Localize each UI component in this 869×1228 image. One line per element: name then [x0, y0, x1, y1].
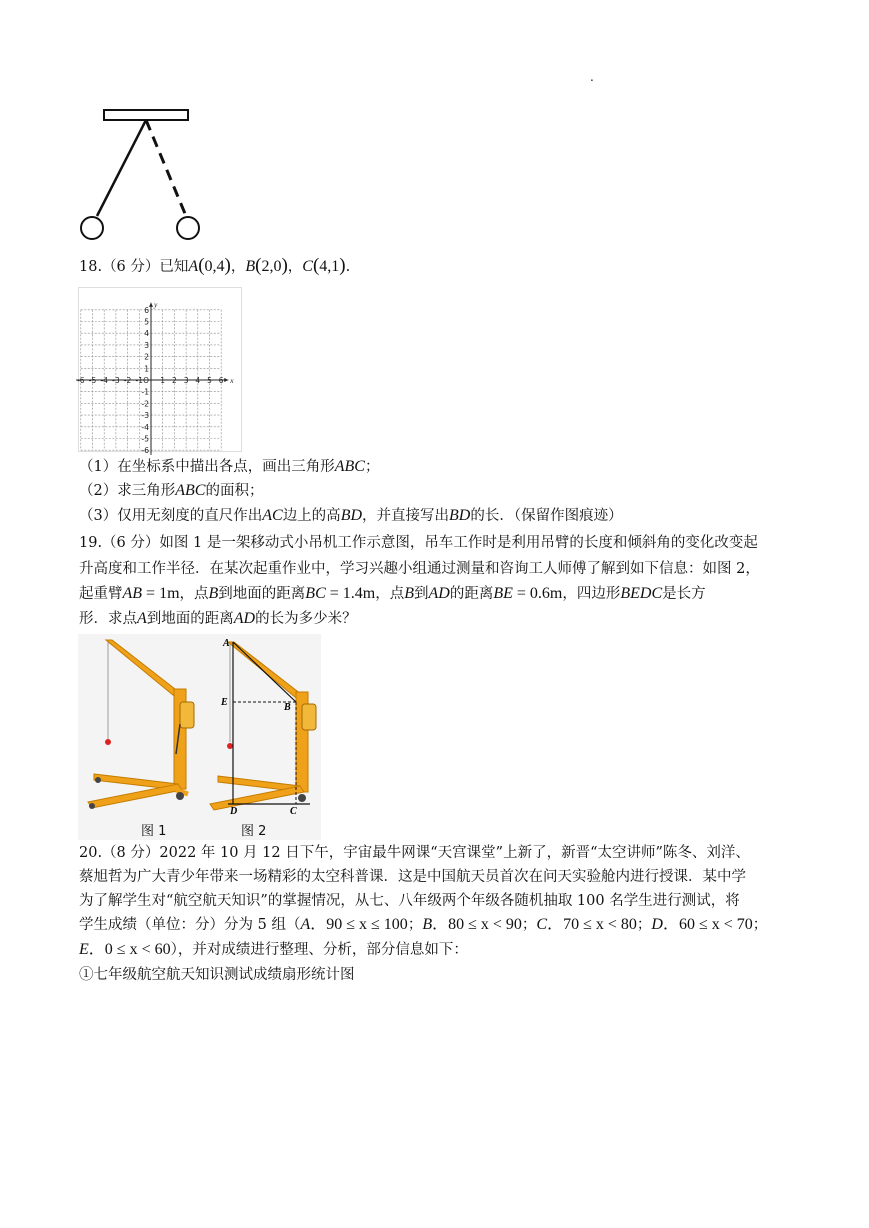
y-tick-label: -4 — [141, 422, 149, 432]
y-tick-label: -2 — [141, 399, 149, 409]
q20-line4: 学生成绩（单位：分）分为 5 组（A．90 ≤ x ≤ 100；B．80 ≤ x < 90；C．70 ≤ x < 80；D．60 ≤ x < 70； — [79, 916, 768, 933]
pendulum-figure — [78, 108, 193, 248]
x-tick-label: -2 — [123, 376, 132, 385]
origin-label: O — [143, 376, 149, 385]
q20-line5: E．0 ≤ x < 60），并对成绩进行整理、分析，部分信息如下： — [79, 941, 468, 958]
x-axis-label: x — [230, 376, 234, 385]
y-tick-label: 3 — [144, 340, 149, 350]
q20-line6: ①七年级航空航天知识测试成绩扇形统计图 — [79, 967, 355, 983]
x-tick-label: -3 — [112, 376, 120, 385]
fig2-label-D: D — [230, 806, 238, 817]
pendulum-bar — [104, 110, 188, 120]
x-tick-label: 1 — [160, 376, 166, 385]
x-tick-label: -1 — [135, 376, 144, 385]
y-tick-label: 6 — [144, 305, 149, 315]
pendulum-ball-left — [81, 217, 103, 239]
crane-figure-background — [78, 634, 321, 840]
fig2-label-C: C — [290, 806, 297, 817]
q20-line3: 为了解学生对“航空航天知识”的掌握情况，从七、八年级两个年级各随机抽取 100 名学生进行测试，将 — [79, 893, 740, 909]
page-dot: . — [590, 70, 594, 84]
fig1-caption: 图 1 — [141, 824, 167, 839]
y-tick-label: -3 — [141, 411, 149, 421]
y-axis-arrow — [149, 303, 153, 307]
q18-heading: 18.（6 分）已知A(0,4)，B(2,0)，C(4,1). — [79, 255, 351, 276]
pendulum-ball-right — [177, 217, 199, 239]
y-tick-label: 5 — [144, 317, 149, 327]
q19-line3: 起重臂AB = 1m，点B到地面的距离BC = 1.4m，点B到AD的距离BE = 0.6m，四边形BEDC是长方 — [79, 585, 706, 602]
x-tick-label: -6 — [77, 376, 85, 385]
x-tick-label: -5 — [88, 376, 97, 385]
q20-line1: 20.（8 分）2022 年 10 月 12 日下午，宇宙最牛网课“天宫课堂”上新了，新晋“太空讲师”陈冬、刘洋、 — [79, 845, 750, 861]
x-tick-label: 2 — [172, 376, 177, 385]
q19-line4: 形．求点A到地面的距离AD的长为多少米？ — [79, 610, 357, 627]
x-tick-label: 5 — [207, 376, 212, 385]
y-tick-label: 2 — [144, 352, 149, 362]
x-tick-label: 4 — [195, 376, 201, 385]
y-axis-label: y — [154, 299, 158, 309]
x-tick-label: 3 — [183, 376, 189, 385]
q18-sub2: （2）求三角形ABC的面积； — [79, 482, 264, 499]
y-tick-label: 1 — [144, 364, 149, 374]
pendulum-dashed-string — [146, 120, 186, 216]
x-tick-label: 6 — [218, 376, 224, 385]
x-tick-label: -4 — [100, 376, 108, 385]
fig2-label-E: E — [221, 697, 228, 708]
crane-figures — [78, 634, 321, 840]
y-tick-label: 4 — [144, 329, 149, 339]
q18-sub1: （1）在坐标系中描出各点，画出三角形ABC； — [79, 458, 380, 475]
q19-line2: 升高度和工作半径．在某次起重作业中，学习兴趣小组通过测量和咨询工人师傅了解到如下信息：如图 2， — [79, 561, 760, 577]
pendulum-solid-string — [97, 120, 146, 216]
q18-sub3: （3）仅用无刻度的直尺作出AC边上的高BD，并直接写出BD的长．（保留作图痕迹） — [79, 507, 623, 524]
fig2-label-A: A — [223, 638, 230, 649]
x-axis-arrow — [224, 378, 228, 382]
q19-line1: 19.（6 分）如图 1 是一架移动式小吊机工作示意图，吊车工作时是利用吊臂的长度和倾斜角的变化改变起 — [79, 535, 758, 551]
y-tick-label: -1 — [141, 387, 149, 397]
y-tick-label: -6 — [141, 446, 149, 456]
fig2-caption: 图 2 — [241, 824, 267, 839]
y-tick-label: -5 — [141, 434, 149, 444]
q20-line2: 蔡旭哲为广大青少年带来一场精彩的太空科普课．这是中国航天员首次在问天实验舱内进行授课．某中学 — [79, 869, 746, 885]
coordinate-grid — [77, 287, 242, 456]
fig2-label-B: B — [284, 702, 291, 713]
